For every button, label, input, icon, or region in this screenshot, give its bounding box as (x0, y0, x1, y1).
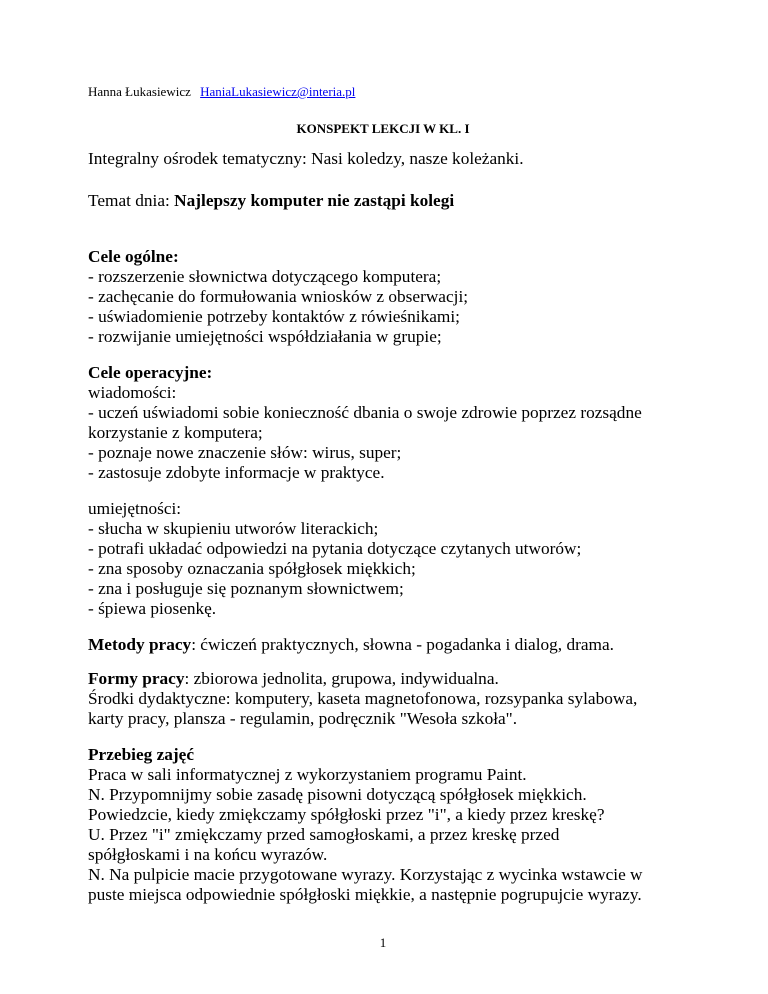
lesson-heading: Przebieg zajęć (88, 745, 195, 764)
lesson-line: spółgłoskami i na końcu wyrazów. (88, 845, 328, 864)
knowledge-item: korzystanie z komputera; (88, 423, 263, 442)
methods-text: : ćwiczeń praktycznych, słowna - pogadanka i dialog, drama. (191, 635, 614, 654)
author-line (88, 84, 355, 100)
lesson-line: N. Na pulpicie macie przygotowane wyrazy. Korzystając z wycinka wstawcie w (88, 865, 643, 884)
skills-item: - zna i posługuje się poznanym słownictwem; (88, 579, 404, 598)
skills-label: umiejętności: (88, 499, 182, 518)
general-goals-heading: Cele ogólne: (88, 247, 179, 266)
general-goal-item: - rozszerzenie słownictwa dotyczącego komputera; (88, 267, 442, 286)
general-goal-item: - zachęcanie do formułowania wniosków z obserwacji; (88, 287, 469, 306)
skills-item: - zna sposoby oznaczania spółgłosek miękkich; (88, 559, 416, 578)
knowledge-item: - poznaje nowe znaczenie słów: wirus, super; (88, 443, 402, 462)
operational-goals-heading: Cele operacyjne: (88, 363, 213, 382)
skills-item: - słucha w skupieniu utworów literackich; (88, 519, 379, 538)
lesson-line: Powiedzcie, kiedy zmiękczamy spółgłoski przez "i", a kiedy przez kreskę? (88, 805, 605, 824)
knowledge-item: - uczeń uświadomi sobie konieczność dbania o swoje zdrowie poprzez rozsądne (88, 403, 642, 422)
lesson-line: puste miejsca odpowiednie spółgłoski miękkie, a następnie pogrupujcie wyrazy. (88, 885, 642, 904)
general-goal-item: - rozwijanie umiejętności współdziałania w grupie; (88, 327, 442, 346)
topic-label: Temat dnia: (88, 191, 175, 210)
aids-line: karty pracy, plansza - regulamin, podręcznik "Wesoła szkoła". (88, 709, 518, 728)
aids-line: Środki dydaktyczne: komputery, kaseta magnetofonowa, rozsypanka sylabowa, (88, 689, 638, 708)
lesson-line: U. Przez "i" zmiękczamy przed samogłoskami, a przez kreskę przed (88, 825, 560, 844)
page-number: 1 (379, 935, 387, 950)
theme-line: Integralny ośrodek tematyczny: Nasi koledzy, nasze koleżanki. (88, 149, 524, 168)
document-title: KONSPEKT LEKCJI W KL. I (296, 121, 470, 136)
skills-item: - śpiewa piosenkę. (88, 599, 217, 618)
topic-line (88, 190, 454, 212)
knowledge-label: wiadomości: (88, 383, 177, 402)
lesson-line: Praca w sali informatycznej z wykorzystaniem programu Paint. (88, 765, 527, 784)
general-goal-item: - uświadomienie potrzeby kontaktów z rówieśnikami; (88, 307, 460, 326)
methods-line (88, 634, 614, 656)
forms-line (88, 668, 499, 690)
lesson-line: N. Przypomnijmy sobie zasadę pisowni dotyczącą spółgłosek miękkich. (88, 785, 587, 804)
forms-text: : zbiorowa jednolita, grupowa, indywidualna. (184, 669, 499, 688)
author-name: Hanna Łukasiewicz (88, 84, 191, 99)
skills-item: - potrafi układać odpowiedzi na pytania dotyczące czytanych utworów; (88, 539, 582, 558)
author-email-link[interactable]: HaniaLukasiewicz@interia.pl (200, 84, 356, 99)
forms-label: Formy pracy (88, 669, 185, 688)
knowledge-item: - zastosuje zdobyte informacje w praktyce. (88, 463, 385, 482)
topic-value: Najlepszy komputer nie zastąpi kolegi (174, 191, 455, 210)
methods-label: Metody pracy (88, 635, 192, 654)
